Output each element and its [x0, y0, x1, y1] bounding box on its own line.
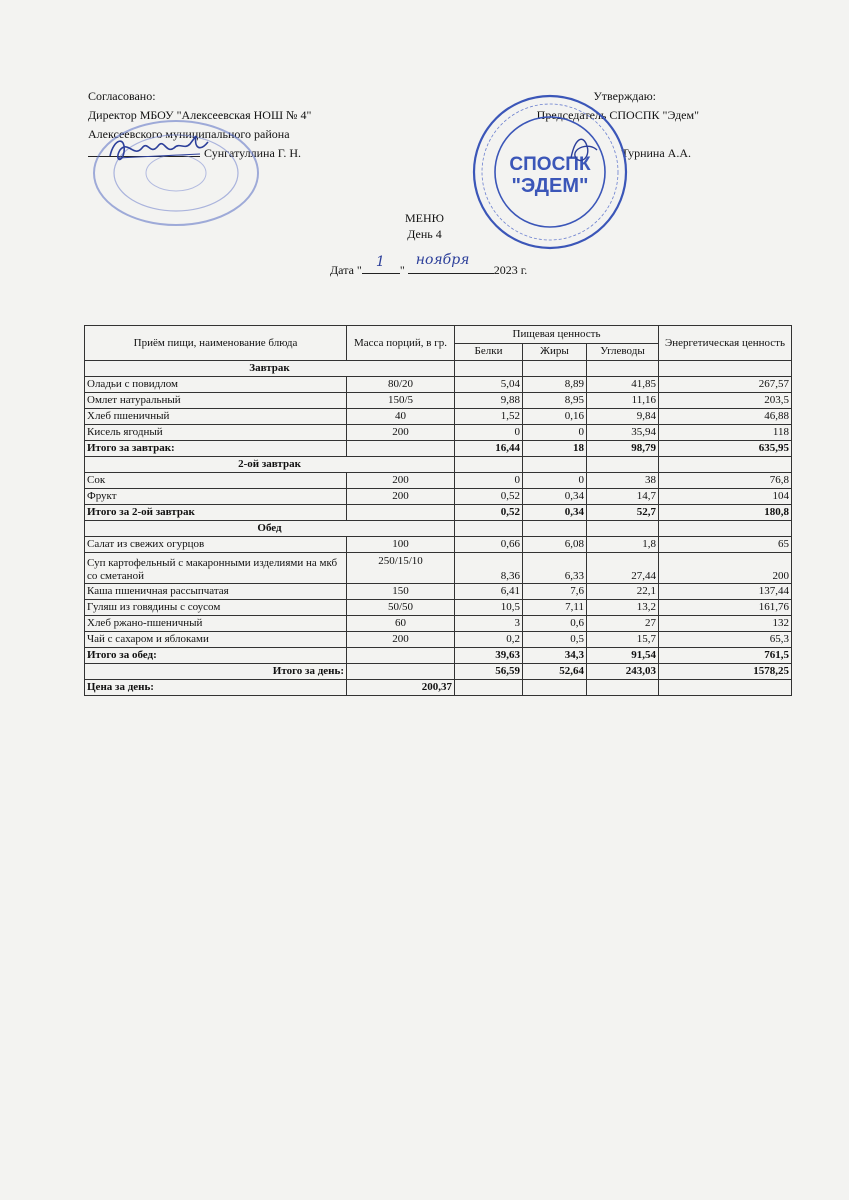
dish-carbs: 14,7	[587, 489, 659, 505]
dish-energy: 137,44	[659, 584, 792, 600]
day-total-row	[85, 664, 792, 680]
total-carbs: 98,79	[587, 441, 659, 457]
total-row	[85, 648, 792, 664]
dish-mass: 200	[347, 473, 455, 489]
day-total-fat: 52,64	[523, 664, 587, 680]
dish-protein: 0	[455, 425, 523, 441]
dish-mass: 150/5	[347, 393, 455, 409]
dish-mass: 250/15/10	[347, 553, 455, 584]
dish-energy: 65,3	[659, 632, 792, 648]
dish-mass: 200	[347, 632, 455, 648]
dish-carbs: 22,1	[587, 584, 659, 600]
total-protein: 16,44	[455, 441, 523, 457]
total-energy: 635,95	[659, 441, 792, 457]
dish-mass: 200	[347, 425, 455, 441]
header-nutrition: Пищевая ценность	[455, 326, 659, 344]
dish-fat: 0,6	[523, 616, 587, 632]
day-total-energy: 1578,25	[659, 664, 792, 680]
day-underline	[362, 254, 400, 274]
dish-fat: 0,34	[523, 489, 587, 505]
header-mass: Масса порций, в гр.	[347, 326, 455, 361]
price-label: Цена за день:	[85, 680, 347, 696]
dish-carbs: 1,8	[587, 537, 659, 553]
table-row	[85, 537, 792, 553]
dish-carbs: 27	[587, 616, 659, 632]
total-carbs: 91,54	[587, 648, 659, 664]
total-label: Итого за завтрак:	[85, 441, 347, 457]
approve-label: Утверждаю:	[593, 89, 656, 103]
director-signature-icon	[104, 130, 214, 170]
total-row	[85, 505, 792, 521]
header-protein: Белки	[455, 343, 523, 361]
date-year: 2023 г.	[493, 263, 528, 277]
date-quote: "	[399, 263, 405, 277]
dish-fat: 7,6	[523, 584, 587, 600]
total-label: Итого за 2-ой завтрак	[85, 505, 347, 521]
table-row	[85, 425, 792, 441]
section-title: Обед	[85, 521, 455, 537]
dish-energy: 65	[659, 537, 792, 553]
section-row	[85, 361, 792, 377]
date-day-value: 1	[375, 254, 385, 270]
dish-energy: 132	[659, 616, 792, 632]
dish-energy: 161,76	[659, 600, 792, 616]
dish-mass: 80/20	[347, 377, 455, 393]
dish-fat: 8,95	[523, 393, 587, 409]
district-line: Алексеевского муниципального района	[88, 127, 290, 141]
dish-fat: 0,5	[523, 632, 587, 648]
dish-name: Кисель ягодный	[85, 425, 347, 441]
total-label: Итого за обед:	[85, 648, 347, 664]
table-row	[85, 553, 792, 584]
dish-carbs: 13,2	[587, 600, 659, 616]
dish-mass: 50/50	[347, 600, 455, 616]
table-row	[85, 489, 792, 505]
table-header-row	[85, 326, 792, 344]
stamp-main-text: СПОСПК	[509, 154, 591, 175]
dish-name: Фрукт	[85, 489, 347, 505]
dish-energy: 104	[659, 489, 792, 505]
dish-fat: 6,08	[523, 537, 587, 553]
total-energy: 761,5	[659, 648, 792, 664]
dish-protein: 1,52	[455, 409, 523, 425]
dish-name: Омлет натуральный	[85, 393, 347, 409]
section-row	[85, 457, 792, 473]
dish-name: Суп картофельный с макаронными изделиями на мкб со сметаной	[85, 553, 347, 584]
table-row	[85, 377, 792, 393]
header-fat: Жиры	[523, 343, 587, 361]
dish-name: Каша пшеничная рассыпчатая	[85, 584, 347, 600]
section-row	[85, 521, 792, 537]
day-total-label: Итого за день:	[85, 664, 347, 680]
dish-fat: 0,16	[523, 409, 587, 425]
dish-protein: 9,88	[455, 393, 523, 409]
price-row	[85, 680, 792, 696]
dish-protein: 3	[455, 616, 523, 632]
date-line	[330, 252, 528, 278]
dish-energy: 203,5	[659, 393, 792, 409]
agreed-label: Согласовано:	[88, 89, 156, 103]
header-carbs: Углеводы	[587, 343, 659, 361]
menu-table	[84, 325, 792, 696]
dish-carbs: 15,7	[587, 632, 659, 648]
chairman-name: Турнина А.А.	[621, 146, 691, 160]
dish-carbs: 27,44	[587, 553, 659, 584]
table-row	[85, 600, 792, 616]
dish-name: Хлеб ржано-пшеничный	[85, 616, 347, 632]
dish-energy: 46,88	[659, 409, 792, 425]
day-label: День 4	[407, 227, 442, 241]
dish-carbs: 41,85	[587, 377, 659, 393]
dish-energy: 200	[659, 553, 792, 584]
date-month-value: ноября	[415, 252, 470, 268]
table-row	[85, 409, 792, 425]
dish-name: Сок	[85, 473, 347, 489]
table-row	[85, 632, 792, 648]
total-row	[85, 441, 792, 457]
menu-title	[0, 210, 849, 242]
dish-mass: 100	[347, 537, 455, 553]
total-fat: 0,34	[523, 505, 587, 521]
dish-fat: 6,33	[523, 553, 587, 584]
section-title: Завтрак	[85, 361, 455, 377]
total-protein: 39,63	[455, 648, 523, 664]
dish-protein: 8,36	[455, 553, 523, 584]
total-energy: 180,8	[659, 505, 792, 521]
dish-mass: 60	[347, 616, 455, 632]
total-carbs: 52,7	[587, 505, 659, 521]
date-prefix: Дата "	[330, 263, 362, 277]
dish-protein: 6,41	[455, 584, 523, 600]
director-line: Директор МБОУ "Алексеевская НОШ № 4"	[88, 108, 312, 122]
total-protein: 0,52	[455, 505, 523, 521]
director-name: Сунгатуллина Г. Н.	[204, 146, 302, 160]
dish-carbs: 35,94	[587, 425, 659, 441]
dish-name: Оладьи с повидлом	[85, 377, 347, 393]
dish-energy: 76,8	[659, 473, 792, 489]
dish-name: Хлеб пшеничный	[85, 409, 347, 425]
dish-name: Салат из свежих огурцов	[85, 537, 347, 553]
dish-name: Чай с сахаром и яблоками	[85, 632, 347, 648]
dish-name: Гуляш из говядины с соусом	[85, 600, 347, 616]
total-fat: 34,3	[523, 648, 587, 664]
dish-carbs: 38	[587, 473, 659, 489]
price-value: 200,37	[347, 680, 455, 696]
chairman-line: Председатель СПОСПК "Эдем"	[536, 108, 699, 122]
dish-energy: 267,57	[659, 377, 792, 393]
header-dish: Приём пищи, наименование блюда	[85, 326, 347, 361]
dish-carbs: 11,16	[587, 393, 659, 409]
dish-fat: 7,11	[523, 600, 587, 616]
chairman-signature-icon	[565, 128, 605, 173]
stamp-sub-text: "ЭДЕМ"	[511, 175, 589, 197]
dish-fat: 8,89	[523, 377, 587, 393]
dish-fat: 0	[523, 425, 587, 441]
dish-protein: 5,04	[455, 377, 523, 393]
dish-mass: 200	[347, 489, 455, 505]
dish-carbs: 9,84	[587, 409, 659, 425]
header-energy: Энергетическая ценность	[659, 326, 792, 361]
table-row	[85, 393, 792, 409]
table-row	[85, 473, 792, 489]
menu-heading: МЕНЮ	[405, 211, 444, 225]
total-fat: 18	[523, 441, 587, 457]
dish-mass: 40	[347, 409, 455, 425]
dish-mass: 150	[347, 584, 455, 600]
table-row	[85, 616, 792, 632]
dish-energy: 118	[659, 425, 792, 441]
dish-protein: 10,5	[455, 600, 523, 616]
dish-protein: 0	[455, 473, 523, 489]
dish-protein: 0,2	[455, 632, 523, 648]
day-total-carbs: 243,03	[587, 664, 659, 680]
dish-protein: 0,66	[455, 537, 523, 553]
table-row	[85, 584, 792, 600]
day-total-protein: 56,59	[455, 664, 523, 680]
section-title: 2-ой завтрак	[85, 457, 455, 473]
dish-fat: 0	[523, 473, 587, 489]
dish-protein: 0,52	[455, 489, 523, 505]
month-underline	[408, 252, 494, 274]
